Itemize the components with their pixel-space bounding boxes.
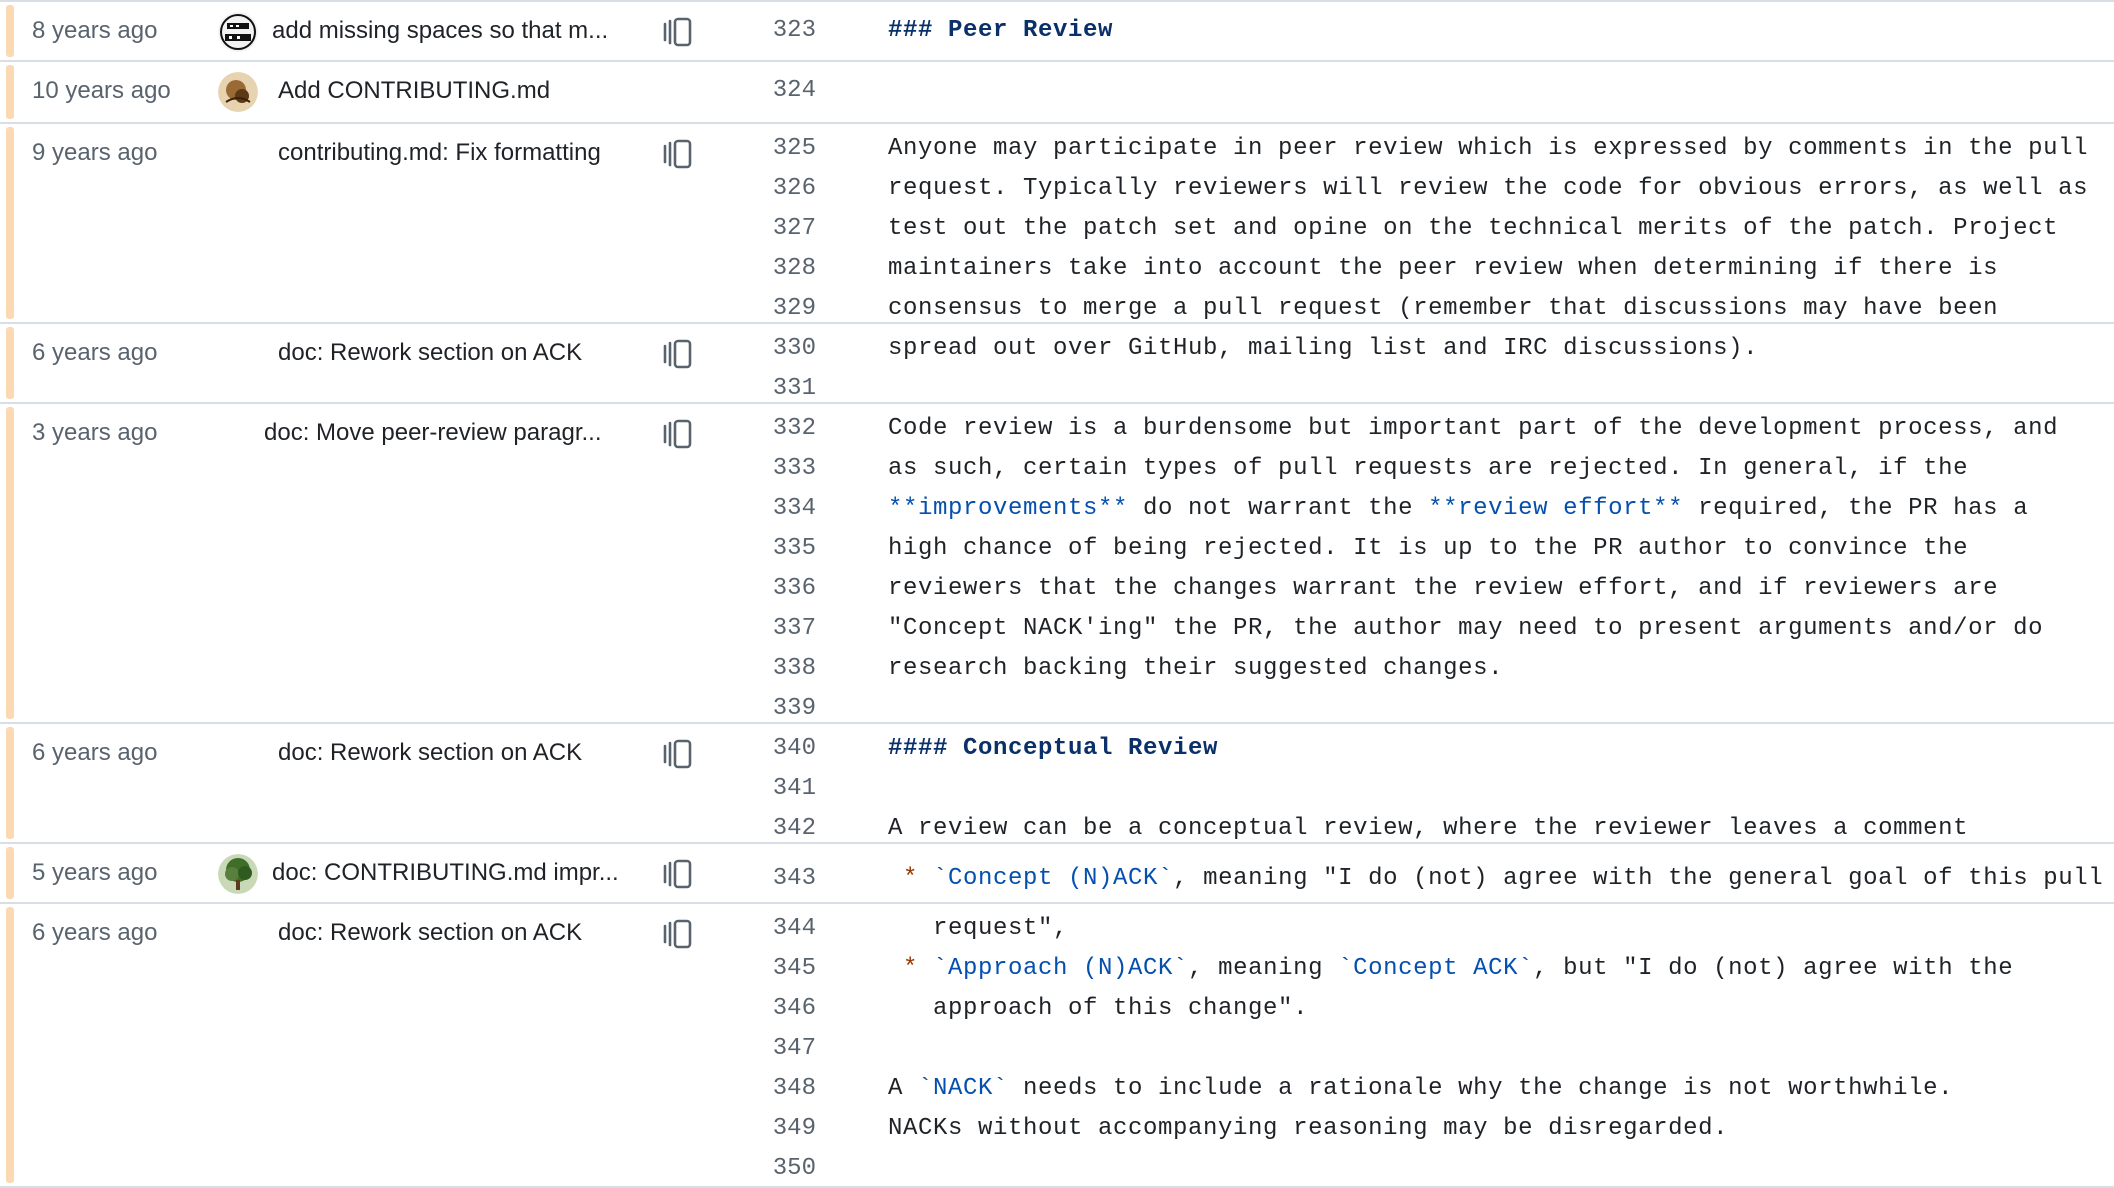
commit-message-link[interactable]: add missing spaces so that m...: [272, 17, 609, 44]
code-line: [0, 72, 2114, 112]
blame-hunk: [0, 62, 2114, 124]
code-text: [888, 735, 1218, 762]
code-text: [888, 175, 2088, 202]
code-segment: as such, certain types of pull requests are rejected. In general, if the: [888, 455, 1969, 482]
code-line: [0, 910, 2114, 950]
code-segment: approach of this change".: [888, 995, 1309, 1022]
line-number[interactable]: 330: [772, 335, 816, 362]
line-number[interactable]: 336: [772, 575, 816, 602]
code-segment: consensus to merge a pull request (remember that discussions may have been: [888, 295, 1999, 322]
code-line: [0, 530, 2114, 570]
code-line: [0, 770, 2114, 810]
code-line: [0, 610, 2114, 650]
markdown-heading: #### Conceptual Review: [888, 735, 1219, 762]
code-segment: test out the patch set and opine on the technical merits of the patch. Project: [888, 215, 2059, 242]
line-number[interactable]: 333: [772, 455, 816, 482]
code-text: [888, 415, 2058, 442]
line-number[interactable]: 337: [772, 615, 816, 642]
commit-age: 6 years ago: [32, 339, 158, 366]
commit-age: 3 years ago: [32, 419, 158, 446]
code-segment: required, the PR has a: [1683, 495, 2029, 522]
code-text: [888, 295, 1998, 322]
code-text: [888, 575, 1998, 602]
commit-age: 9 years ago: [32, 139, 158, 166]
commit-age: 8 years ago: [32, 17, 158, 44]
commit-age: 6 years ago: [32, 919, 158, 946]
code-segment: request",: [888, 915, 1069, 942]
code-line: [0, 330, 2114, 370]
line-number[interactable]: 328: [772, 255, 816, 282]
line-number[interactable]: 329: [772, 295, 816, 322]
code-line: [0, 410, 2114, 450]
line-number[interactable]: 338: [772, 655, 816, 682]
code-line: [0, 990, 2114, 1030]
code-text: [888, 215, 2058, 242]
commit-message-link[interactable]: doc: Move peer-review paragr...: [264, 419, 602, 446]
line-number[interactable]: 334: [772, 495, 816, 522]
code-segment: , meaning "I do (not) agree with the general goal of this pull: [1173, 865, 2104, 892]
line-number[interactable]: 324: [772, 77, 816, 104]
blame-hunk: [0, 904, 2114, 1188]
code-segment: spread out over GitHub, mailing list and IRC discussions).: [888, 335, 1759, 362]
commit-message-link[interactable]: doc: CONTRIBUTING.md impr...: [272, 859, 619, 886]
list-bullet: *: [888, 955, 934, 982]
code-text: [888, 135, 2088, 162]
markdown-code-span: `Approach (N)ACK`: [933, 955, 1189, 982]
blame-hunk: [0, 324, 2114, 404]
blame-hunk: [0, 844, 2114, 904]
markdown-code-span: **improvements**: [888, 495, 1129, 522]
line-number[interactable]: 340: [772, 735, 816, 762]
code-segment: needs to include a rationale why the change is not worthwhile.: [1008, 1075, 1954, 1102]
commit-message-link[interactable]: doc: Rework section on ACK: [278, 739, 583, 766]
commit-age: 5 years ago: [32, 859, 158, 886]
commit-message-link[interactable]: doc: Rework section on ACK: [278, 919, 583, 946]
code-text: [888, 1115, 1728, 1142]
code-line: [0, 12, 2114, 52]
code-line: [0, 1150, 2114, 1188]
line-number[interactable]: 348: [772, 1075, 816, 1102]
line-number[interactable]: 339: [772, 695, 816, 722]
code-text: [888, 815, 1968, 842]
line-number[interactable]: 323: [772, 17, 816, 44]
code-line: [0, 130, 2114, 170]
code-segment: "Concept NACK'ing" the PR, the author may need to present arguments and/or do: [888, 615, 2044, 642]
commit-age: 10 years ago: [32, 77, 171, 104]
code-line: [0, 950, 2114, 990]
code-segment: research backing their suggested changes.: [888, 655, 1504, 682]
line-number[interactable]: 344: [772, 915, 816, 942]
line-number[interactable]: 326: [772, 175, 816, 202]
line-number[interactable]: 332: [772, 415, 816, 442]
line-number[interactable]: 335: [772, 535, 816, 562]
code-line: [0, 860, 2114, 900]
line-number[interactable]: 325: [772, 135, 816, 162]
code-segment: Anyone may participate in peer review which is expressed by comments in the pull: [888, 135, 2089, 162]
commit-message-link[interactable]: contributing.md: Fix formatting: [278, 139, 601, 166]
line-number[interactable]: 341: [772, 775, 816, 802]
code-text: [888, 535, 1968, 562]
code-line: [0, 1030, 2114, 1070]
code-segment: high chance of being rejected. It is up to the PR author to convince the: [888, 535, 1969, 562]
code-text: [888, 915, 1068, 942]
code-line: [0, 570, 2114, 610]
code-line: [0, 1110, 2114, 1150]
line-number[interactable]: 349: [772, 1115, 816, 1142]
line-number[interactable]: 347: [772, 1035, 816, 1062]
code-line: [0, 650, 2114, 690]
code-segment: , but "I do (not) agree with the: [1533, 955, 2014, 982]
code-line: [0, 1070, 2114, 1110]
line-number[interactable]: 343: [772, 865, 816, 892]
code-segment: request. Typically reviewers will review the code for obvious errors, as well as: [888, 175, 2089, 202]
line-number[interactable]: 350: [772, 1155, 816, 1182]
code-line: [0, 490, 2114, 530]
markdown-code-span: **review effort**: [1428, 495, 1684, 522]
code-text: [888, 955, 2013, 982]
code-text: [888, 495, 2028, 522]
code-line: [0, 250, 2114, 290]
blame-hunk: [0, 724, 2114, 844]
code-text: [888, 455, 1968, 482]
code-text: [888, 255, 1998, 282]
code-segment: maintainers take into account the peer review when determining if there is: [888, 255, 1999, 282]
markdown-code-span: `NACK`: [918, 1075, 1009, 1102]
code-segment: A: [888, 1075, 919, 1102]
code-segment: Code review is a burdensome but important part of the development process, and: [888, 415, 2059, 442]
code-segment: A review can be a conceptual review, where the reviewer leaves a comment: [888, 815, 1969, 842]
blame-hunk: [0, 124, 2114, 324]
markdown-code-span: `Concept (N)ACK`: [933, 865, 1174, 892]
code-segment: reviewers that the changes warrant the review effort, and if reviewers are: [888, 575, 1999, 602]
line-number[interactable]: 327: [772, 215, 816, 242]
markdown-code-span: `Concept ACK`: [1338, 955, 1534, 982]
code-segment: , meaning: [1188, 955, 1339, 982]
code-line: [0, 450, 2114, 490]
code-text: [888, 1075, 1953, 1102]
code-line: [0, 730, 2114, 770]
line-number[interactable]: 342: [772, 815, 816, 842]
line-number[interactable]: 345: [772, 955, 816, 982]
blame-hunk: [0, 404, 2114, 724]
line-number[interactable]: 331: [772, 375, 816, 402]
blame-hunk: [0, 0, 2114, 62]
commit-age: 6 years ago: [32, 739, 158, 766]
commit-message-link[interactable]: Add CONTRIBUTING.md: [278, 77, 551, 104]
code-segment: do not warrant the: [1128, 495, 1429, 522]
code-text: [888, 335, 1758, 362]
line-number[interactable]: 346: [772, 995, 816, 1022]
markdown-heading: ### Peer Review: [888, 17, 1114, 44]
code-line: [0, 170, 2114, 210]
list-bullet: *: [888, 865, 934, 892]
code-line: [0, 210, 2114, 250]
commit-message-link[interactable]: doc: Rework section on ACK: [278, 339, 583, 366]
code-text: [888, 17, 1113, 44]
code-text: [888, 995, 1308, 1022]
code-text: [888, 865, 2103, 892]
code-segment: NACKs without accompanying reasoning may be disregarded.: [888, 1115, 1729, 1142]
code-text: [888, 655, 1503, 682]
code-text: [888, 615, 2043, 642]
